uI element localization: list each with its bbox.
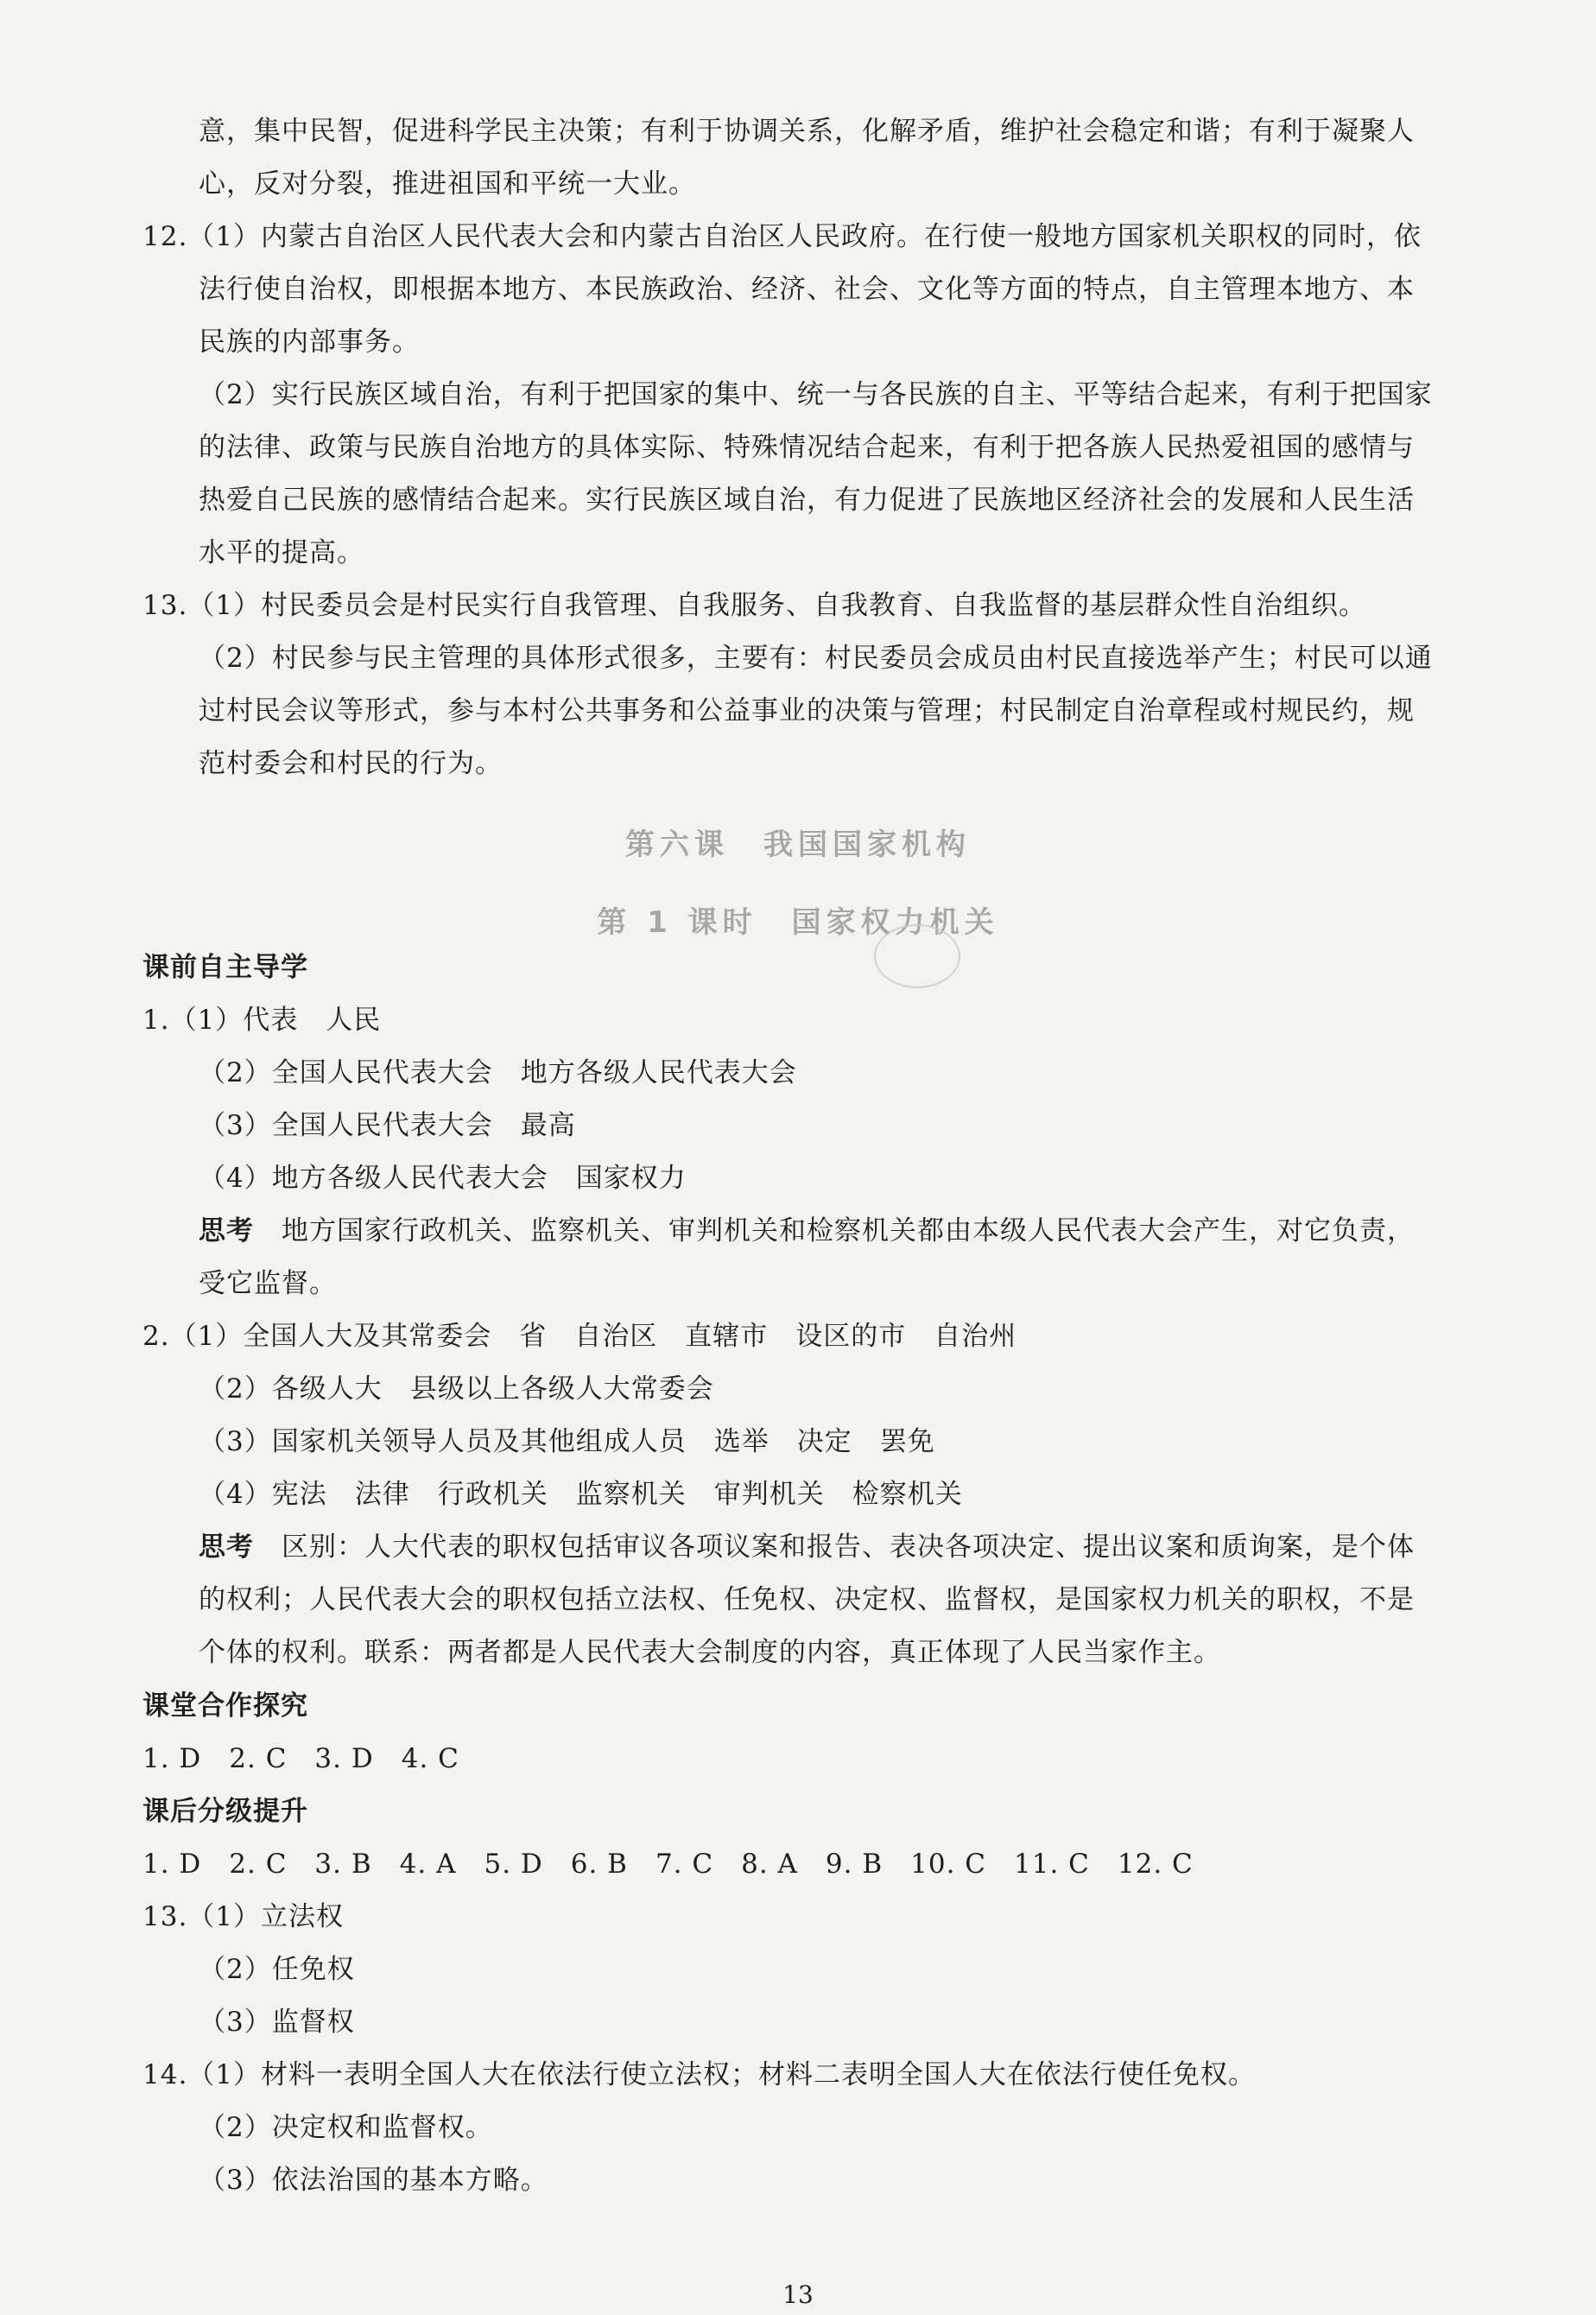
text-line: （3）国家机关领导人员及其他组成人员 选举 决定 罢免 xyxy=(199,1426,935,1457)
think-text: 地方国家行政机关、监察机关、审判机关和检察机关都由本级人民代表大会产生，对它负责， xyxy=(282,1215,1415,1246)
think-text: 区别：人大代表的职权包括审议各项议案和报告、表决各项决定、提出议案和质询案，是个体 xyxy=(282,1532,1415,1563)
text-line: 民族的内部事务。 xyxy=(199,327,420,358)
text-line: 14.（1）材料一表明全国人大在依法行使立法权；材料二表明全国人大在依法行使任免权。 xyxy=(142,2059,1257,2090)
think-label: 思考 xyxy=(199,1532,282,1563)
text-line: 13.（1）村民委员会是村民实行自我管理、自我服务、自我教育、自我监督的基层群众性自治组织。 xyxy=(142,590,1367,621)
text-line: （3）依法治国的基本方略。 xyxy=(199,2165,548,2196)
period-title: 第 1 课时 国家权力机关 xyxy=(597,905,999,940)
text-line: 法行使自治权，即根据本地方、本民族政治、经济、社会、文化等方面的特点，自主管理本地方、本 xyxy=(199,274,1415,305)
text-line xyxy=(199,1212,1415,1250)
text-line xyxy=(199,1528,1415,1566)
text-line: （2）各级人大 县级以上各级人大常委会 xyxy=(199,1373,714,1405)
text-line: （2）决定权和监督权。 xyxy=(199,2112,493,2143)
text-line: （4）地方各级人民代表大会 国家权力 xyxy=(199,1163,687,1194)
text-line: 13.（1）立法权 xyxy=(142,1901,345,1932)
text-line: （3）监督权 xyxy=(199,2007,355,2038)
text-line: 心，反对分裂，推进祖国和平统一大业。 xyxy=(199,168,696,200)
text-line: （3）全国人民代表大会 最高 xyxy=(199,1110,576,1141)
text-line: 受它监督。 xyxy=(199,1268,337,1299)
text-line: 1. D 2. C 3. D 4. C xyxy=(142,1743,459,1774)
text-line: 的权利；人民代表大会的职权包括立法权、任免权、决定权、监督权，是国家权力机关的职权，不是 xyxy=(199,1584,1415,1615)
text-line: 意，集中民智，促进科学民主决策；有利于协调关系，化解矛盾，维护社会稳定和谐；有利于凝聚人 xyxy=(199,116,1415,147)
stamp-seal xyxy=(874,924,960,988)
text-line: 2.（1）全国人大及其常委会 省 自治区 直辖市 设区的市 自治州 xyxy=(142,1321,1017,1352)
think-label: 思考 xyxy=(199,1215,282,1246)
page-number: 13 xyxy=(782,2280,814,2309)
text-line: 过村民会议等形式，参与本村公共事务和公益事业的决策与管理；村民制定自治章程或村规民约，规 xyxy=(199,695,1415,726)
text-line: （2）任免权 xyxy=(199,1954,355,1985)
text-line: （2）实行民族区域自治，有利于把国家的集中、统一与各民族的自主、平等结合起来，有利于把国家 xyxy=(199,379,1433,410)
text-line: （4）宪法 法律 行政机关 监察机关 审判机关 检察机关 xyxy=(199,1479,963,1510)
text-line: 1. D 2. C 3. B 4. A 5. D 6. B 7. C 8. A 9. B 10. C 11. C 12. C xyxy=(142,1849,1194,1880)
text-line: （2）村民参与民主管理的具体形式很多，主要有：村民委员会成员由村民直接选举产生；村民可以通 xyxy=(199,643,1433,674)
text-line: 的法律、政策与民族自治地方的具体实际、特殊情况结合起来，有利于把各族人民热爱祖国的感情与 xyxy=(199,432,1415,463)
text-line: （2）全国人民代表大会 地方各级人民代表大会 xyxy=(199,1057,797,1088)
text-line: 水平的提高。 xyxy=(199,537,364,568)
text-line: 个体的权利。联系：两者都是人民代表大会制度的内容，真正体现了人民当家作主。 xyxy=(199,1637,1221,1668)
section-heading: 课堂合作探究 xyxy=(142,1690,308,1722)
lesson-title: 第六课 我国国家机构 xyxy=(625,828,971,862)
section-heading: 课后分级提升 xyxy=(142,1796,308,1827)
text-line: 1.（1）代表 人民 xyxy=(142,1005,382,1036)
section-heading: 课前自主导学 xyxy=(142,952,308,983)
text-line: 12.（1）内蒙古自治区人民代表大会和内蒙古自治区人民政府。在行使一般地方国家机关职权的同时，依 xyxy=(142,221,1422,252)
text-line: 范村委会和村民的行为。 xyxy=(199,748,503,779)
text-line: 热爱自己民族的感情结合起来。实行民族区域自治，有力促进了民族地区经济社会的发展和人民生活 xyxy=(199,485,1415,516)
